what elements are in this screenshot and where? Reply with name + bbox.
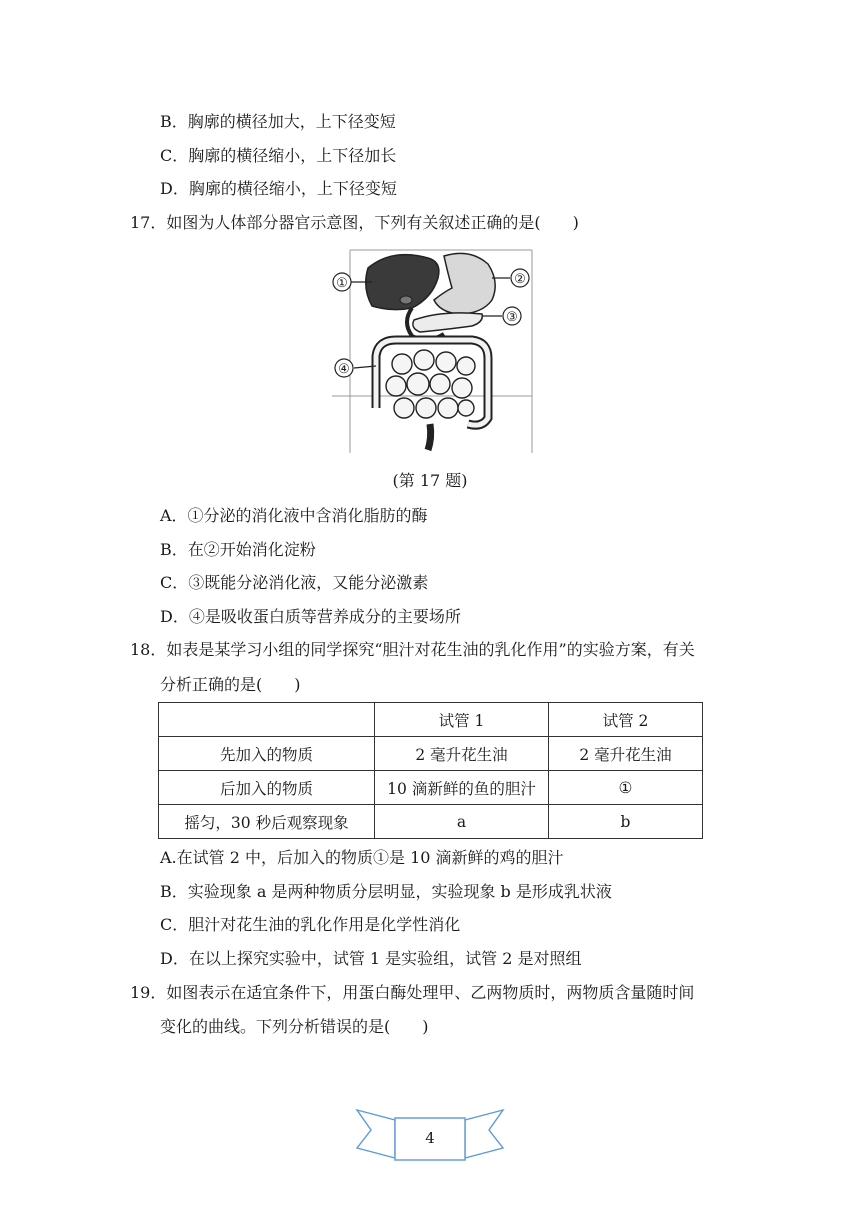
page-number: 4	[425, 1129, 435, 1147]
q18-option-b: B．实验现象 a 是两种物质分层明显，实验现象 b 是形成乳状液	[160, 882, 612, 901]
label-3: ③	[506, 310, 518, 325]
q18-option-a: A.在试管 2 中，后加入的物质①是 10 滴新鲜的鸡的胆汁	[160, 848, 564, 867]
table-cell	[159, 703, 375, 737]
table-cell: 试管 2	[549, 703, 703, 737]
question-18-stem-line2: 分析正确的是( )	[160, 675, 301, 694]
table-cell: 2 毫升花生油	[375, 737, 549, 771]
q17-option-c: C．③既能分泌消化液，又能分泌激素	[160, 573, 429, 592]
digestive-system-figure	[332, 248, 534, 456]
question-17-stem: 17．如图为人体部分器官示意图，下列有关叙述正确的是( )	[130, 213, 579, 232]
table-row	[159, 771, 703, 805]
table-cell: 试管 1	[375, 703, 549, 737]
label-2: ②	[514, 272, 526, 287]
figure-17-caption: (第 17 题)	[392, 471, 468, 490]
option-c-prev: C．胸廓的横径缩小，上下径加长	[160, 146, 397, 165]
label-1: ①	[336, 276, 348, 291]
q17-option-d: D．④是吸收蛋白质等营养成分的主要场所	[160, 607, 461, 626]
option-b-prev: B．胸廓的横径加大，上下径变短	[160, 112, 396, 131]
q17-option-a: A．①分泌的消化液中含消化脂肪的酶	[160, 506, 428, 525]
table-row	[159, 805, 703, 839]
table-row	[159, 737, 703, 771]
question-19-stem-line2: 变化的曲线。下列分析错误的是( )	[160, 1017, 429, 1036]
experiment-table	[158, 702, 703, 839]
stomach-shape	[434, 253, 495, 314]
q18-option-c: C．胆汁对花生油的乳化作用是化学性消化	[160, 915, 461, 934]
table-cell: b	[549, 805, 703, 839]
table-cell: 10 滴新鲜的鱼的胆汁	[375, 771, 549, 805]
table-cell: 先加入的物质	[159, 737, 375, 771]
table-cell: 摇匀，30 秒后观察现象	[159, 805, 375, 839]
table-cell: 后加入的物质	[159, 771, 375, 805]
table-cell: a	[375, 805, 549, 839]
table-cell: ①	[549, 771, 703, 805]
table-cell: 2 毫升花生油	[549, 737, 703, 771]
option-d-prev: D．胸廓的横径缩小，上下径变短	[160, 179, 397, 198]
question-19-stem-line1: 19．如图表示在适宜条件下，用蛋白酶处理甲、乙两物质时，两物质含量随时间	[130, 983, 695, 1002]
table-header-row	[159, 703, 703, 737]
label-4: ④	[338, 362, 350, 377]
q17-option-b: B．在②开始消化淀粉	[160, 540, 316, 559]
q18-option-d: D．在以上探究实验中，试管 1 是实验组，试管 2 是对照组	[160, 949, 582, 968]
question-18-stem-line1: 18．如表是某学习小组的同学探究“胆汁对花生油的乳化作用”的实验方案，有关	[130, 640, 695, 659]
pancreas-shape	[413, 313, 482, 332]
